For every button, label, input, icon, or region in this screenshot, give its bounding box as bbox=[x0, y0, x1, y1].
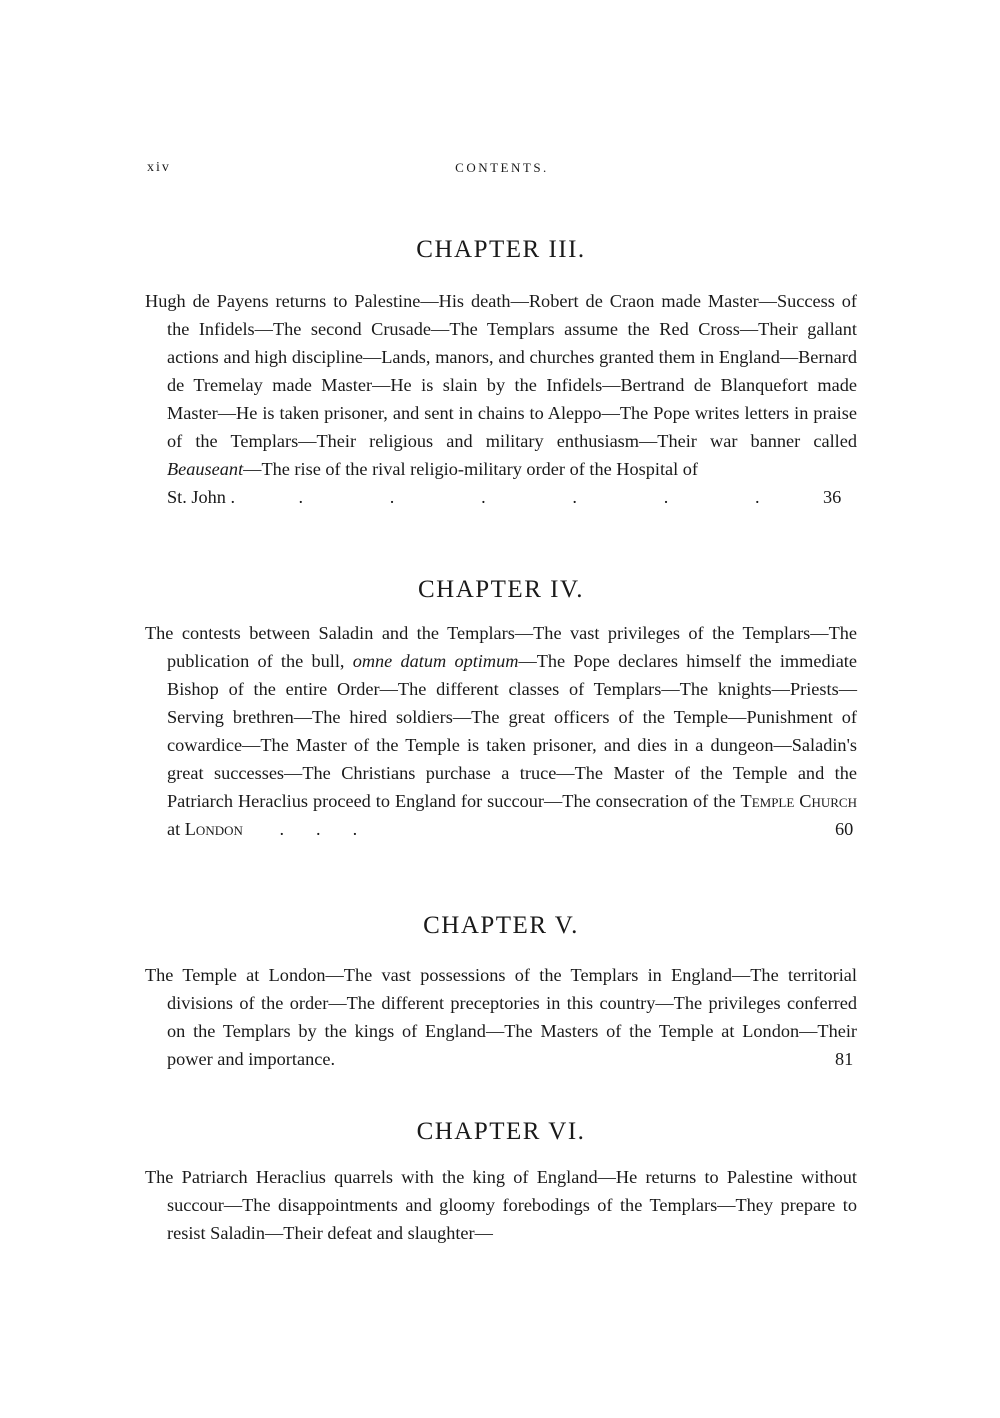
leader-dots: . bbox=[330, 1049, 336, 1069]
leader-dots: . . . bbox=[242, 819, 358, 839]
chapter-title: CHAPTER IV. bbox=[417, 576, 585, 603]
summary-text: The Patriarch Heraclius quarrels with the king of England—He returns to Palestine without succour—The disappointments and gloomy forebodings of the Templars—They prepare to resist Saladin—Their defeat and slaughter— bbox=[145, 1167, 857, 1243]
summary-text: at bbox=[167, 819, 185, 839]
page-reference: 36 bbox=[823, 487, 842, 507]
summary-text: —The Pope declares himself the immediate Bishop of the entire Order—The different classes of Templars—The knights—Priests—Serving brethren—The hired soldiers—The great officers of the Temple—Punishment of cowardice—The Master of the Temple is taken prisoner, and dies in a dungeon—Saladin's great successes—The Christians purchase a truce—The Master of the Temple and the Patriarch Heraclius proceed to England for succour—The consecration of the bbox=[167, 651, 857, 811]
page-number: xiv bbox=[147, 160, 171, 175]
summary-text: Hugh de Payens returns to Palestine—His death—Robert de Craon made Master—Success of the Infidels—The second Crusade—The Templars assume the Red Cross—Their gallant actions and high discipline—Lands, manors, and churches granted them in England—Bernard de Tremelay made Master—He is slain by the Infidels—Bertrand de Blanquefort made Master—He is taken prisoner, and sent in chains to Aleppo—The Pope writes letters in praise of the Templars—Their religious and military enthusiasm—Their war banner called bbox=[145, 291, 857, 451]
entry-last-line bbox=[145, 483, 857, 511]
chapter-summary: The Temple at London—The vast possessions of the Templars in England—The territorial divisions of the order—The different preceptories in this country—The privileges conferred on the Templars by the kings of England—The Masters of the Temple at London—Their power and importance. 81 bbox=[145, 961, 857, 1073]
summary-text: The Temple at London—The vast possessions of the Templars in England—The territorial divisions of the order—The different preceptories in this country—The privileges conferred on the Templars by the kings of England—The Masters of the Temple at London—Their power and importance bbox=[145, 965, 857, 1069]
page-header bbox=[147, 160, 857, 182]
summary-italic: omne datum optimum bbox=[352, 651, 519, 671]
summary-italic: Beauseant bbox=[167, 459, 244, 479]
chapter-v bbox=[145, 906, 857, 1073]
summary-text: —The rise of the rival religio-military order of the Hospital of bbox=[243, 459, 699, 479]
chapter-title: CHAPTER III. bbox=[416, 236, 586, 263]
chapter-summary bbox=[145, 1163, 857, 1247]
summary-text: St. John . bbox=[167, 487, 236, 507]
chapter-title: CHAPTER V. bbox=[423, 912, 579, 939]
summary-small-caps: Temple Church bbox=[740, 791, 857, 811]
chapter-vi bbox=[145, 1112, 857, 1247]
chapter-iii bbox=[145, 230, 857, 511]
chapter-iv bbox=[145, 570, 857, 843]
chapter-summary: The contests between Saladin and the Templars—The vast privileges of the Templars—The publication of the bull, omne datum optimum—The Pope declares himself the immediate Bishop of the entire Order—The different classes of Templars—The knights—Priests—Serving brethren—The hired soldiers—The great officers of the Temple—Punishment of cowardice—The Master of the Temple is taken prisoner, and dies in a dungeon—Saladin's great successes—The Christians purchase a truce—The Master of the Temple and the Patriarch Heraclius proceed to England for succour—The consecration of the Temple Church at London . . . 60 bbox=[145, 619, 857, 843]
summary-small-caps: London bbox=[184, 819, 243, 839]
chapter-summary bbox=[145, 287, 857, 483]
leader-dots: . . . . . . bbox=[298, 487, 760, 507]
running-title: CONTENTS. bbox=[455, 160, 549, 175]
chapter-title: CHAPTER VI. bbox=[416, 1118, 586, 1145]
summary-text: The contests between Saladin and the Templars—The vast privileges of the Templars—The publication of the bull, bbox=[145, 623, 857, 671]
